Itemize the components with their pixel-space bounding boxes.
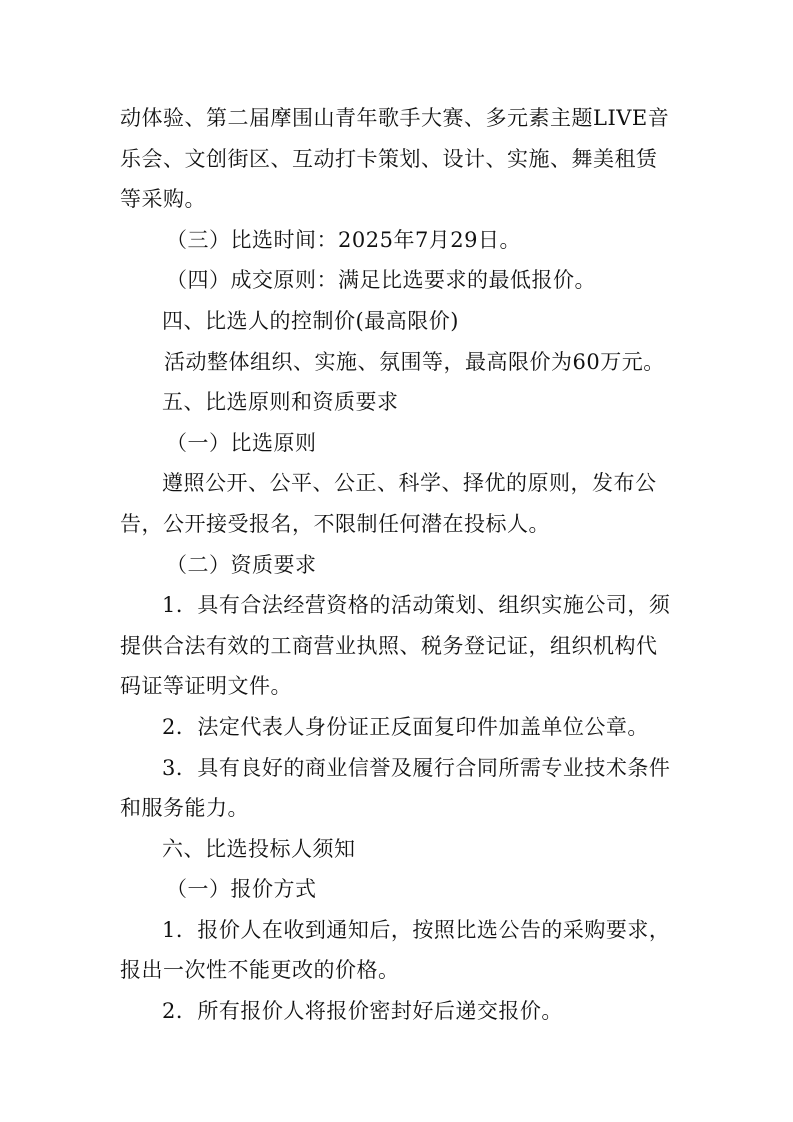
text-line: 和服务能力。 [120, 796, 249, 821]
text-line: 动体验、第二届摩围山青年歌手大赛、多元素主题LIVE音 [120, 106, 670, 130]
text-line: 乐会、文创街区、互动打卡策划、设计、实施、舞美租赁 [120, 146, 658, 171]
text-line: 提供合法有效的工商营业执照、税务登记证，组织机构代 [120, 633, 658, 658]
subsection-heading-quote-method: （一）报价方式 [166, 877, 317, 902]
text-line: 等采购。 [120, 187, 206, 212]
subsection-heading-qualifications: （二）资质要求 [166, 552, 317, 577]
section-heading-control-price: 四、比选人的控制价(最高限价) [162, 308, 459, 333]
section-heading-bid-time: （三）比选时间：2025年7月29日。 [166, 227, 522, 252]
document-body [120, 98, 680, 1032]
text-line: 告，公开接受报名，不限制任何潜在投标人。 [120, 511, 550, 536]
subsection-heading-principles: （一）比选原则 [166, 430, 317, 455]
section-heading-bidder-notice: 六、比选投标人须知 [162, 836, 356, 861]
text-line: 遵照公开、公平、公正、科学、择优的原则，发布公 [162, 471, 657, 496]
list-item: 3．具有良好的商业信誉及履行合同所需专业技术条件 [162, 755, 671, 780]
list-item: 2．法定代表人身份证正反面复印件加盖单位公章。 [162, 714, 649, 739]
text-line: 报出一次性不能更改的价格。 [120, 958, 400, 983]
section-heading-principles-qualifications: 五、比选原则和资质要求 [162, 390, 399, 415]
section-heading-deal-principle: （四）成交原则：满足比选要求的最低报价。 [166, 268, 596, 293]
list-item: 1．报价人在收到通知后，按照比选公告的采购要求， [162, 917, 671, 942]
text-line: 活动整体组织、实施、氛围等，最高限价为60万元。 [164, 349, 665, 374]
text-line: 码证等证明文件。 [120, 674, 292, 699]
list-item: 1．具有合法经营资格的活动策划、组织实施公司，须 [162, 593, 671, 618]
list-item: 2．所有报价人将报价密封好后递交报价。 [162, 999, 563, 1024]
